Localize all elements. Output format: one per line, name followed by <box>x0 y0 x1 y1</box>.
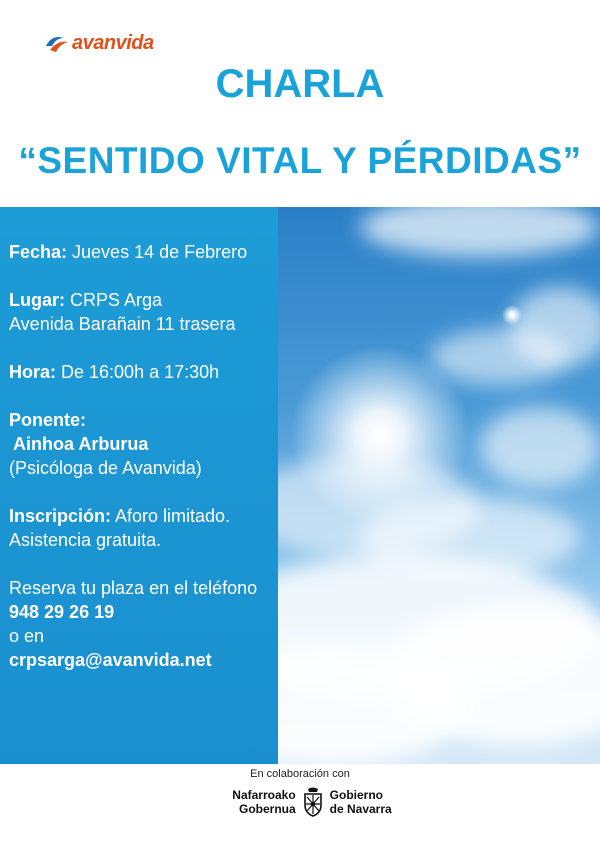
place-row <box>9 288 284 336</box>
speaker-label: Ponente: <box>9 410 87 430</box>
gobierno-navarra-logo <box>222 782 402 822</box>
avanvida-swoosh-icon <box>44 32 70 54</box>
speaker-name: Ainhoa Arburua <box>13 434 149 454</box>
navarra-shield-icon <box>302 787 324 817</box>
place-value: CRPS Arga <box>65 290 163 310</box>
or-text: o en <box>9 626 45 646</box>
date-label: Fecha: <box>9 242 68 262</box>
reservation-row <box>9 576 284 672</box>
gov-right-line1: Gobierno <box>329 788 383 802</box>
registration-value: Aforo limitado. <box>111 506 231 526</box>
registration-extra: Asistencia gratuita. <box>9 530 162 550</box>
talk-title: “SENTIDO VITAL Y PÉRDIDAS” <box>18 140 582 181</box>
time-row <box>9 360 284 384</box>
reservation-text: Reserva tu plaza en el teléfono <box>9 578 258 598</box>
time-value: De 16:00h a 17:30h <box>56 362 220 382</box>
registration-label: Inscripción: <box>9 506 112 526</box>
email-link[interactable]: crpsarga@avanvida.net <box>9 650 212 670</box>
date-row <box>9 240 284 264</box>
page-title: CHARLA <box>215 62 385 106</box>
avanvida-logo <box>44 30 154 56</box>
registration-row <box>9 504 284 552</box>
event-details <box>9 240 284 696</box>
speaker-role: (Psicóloga de Avanvida) <box>9 458 202 478</box>
place-address: Avenida Barañain 11 trasera <box>9 314 236 334</box>
phone-number[interactable]: 948 29 26 19 <box>9 602 115 622</box>
date-value: Jueves 14 de Febrero <box>67 242 248 262</box>
collaboration-text: En colaboración con <box>250 768 350 780</box>
gov-left-line2: Gobernua <box>238 802 296 816</box>
speaker-row <box>9 408 284 480</box>
place-label: Lugar: <box>9 290 65 310</box>
logo-text: avanvida <box>72 31 154 54</box>
gov-left-line1: Nafarroako <box>232 788 296 802</box>
time-label: Hora: <box>9 362 57 382</box>
gov-right-line2: de Navarra <box>329 802 392 816</box>
